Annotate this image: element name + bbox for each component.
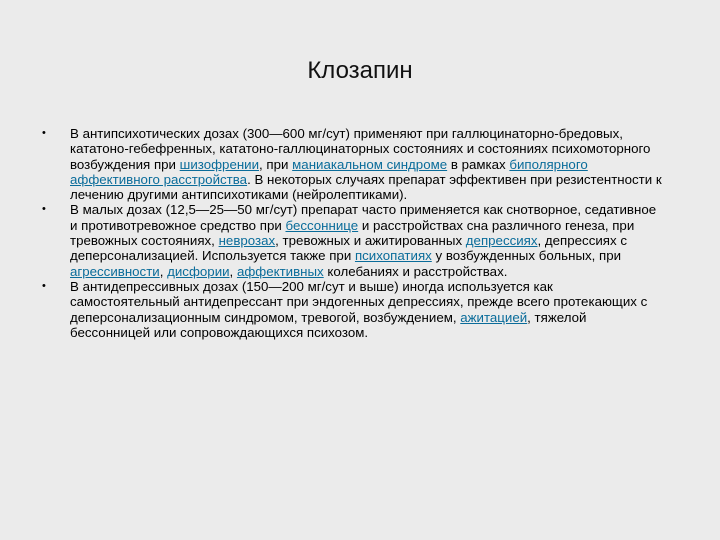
bullet-list [42, 126, 662, 340]
bullet-icon: • [42, 279, 46, 292]
text-segment: и расстройствах сна различного генеза, при тревожных состояниях, [70, 217, 635, 249]
bullet-item [42, 279, 662, 340]
text-segment: . В некоторых случаях препарат эффективен при резистентности к лечению другими антипсихотиками (нейролептиками). [70, 171, 662, 203]
text-link[interactable]: шизофрении [179, 156, 260, 172]
text-segment: , тяжелой бессонницей или сопровождающихся психозом. [70, 309, 587, 340]
bullet-item [42, 126, 662, 202]
text-link[interactable]: дисфории [167, 263, 230, 279]
text-link[interactable]: психопатиях [354, 248, 432, 264]
bullet-text [70, 202, 656, 278]
text-segment: В антипсихотических дозах (300—600 мг/сут) применяют при галлюцинаторно-бредовых, кататоно-гебефренных, кататоно-галлюцинаторных состояниях и состояниях психомоторного возбуждения при [70, 126, 651, 172]
text-link[interactable]: биполярного аффективного расстройства [70, 156, 588, 187]
text-link[interactable]: агрессивности [70, 263, 160, 279]
text-segment: , [159, 263, 168, 279]
bullet-icon: • [42, 203, 46, 216]
text-link[interactable]: неврозах [218, 233, 276, 249]
text-segment: , депрессиях с деперсонализацией. Используется также при [70, 233, 627, 264]
text-link[interactable]: аффективных [236, 263, 324, 279]
bullet-text [70, 279, 647, 340]
bullet-text [70, 126, 662, 202]
bullet-item [42, 202, 662, 278]
text-link[interactable]: бессоннице [285, 217, 359, 233]
text-link[interactable]: маниакальном синдроме [292, 156, 448, 172]
text-segment: в рамках [447, 156, 510, 172]
bullet-icon: • [42, 127, 46, 139]
text-segment: колебаниях и расстройствах. [323, 263, 508, 279]
text-link[interactable]: ажитацией [460, 309, 528, 325]
text-segment: , тревожных и ажитированных [275, 233, 466, 249]
text-segment: В антидепрессивных дозах (150—200 мг/сут и выше) иногда используется как самостоятельный антидепрессант при эндогенных депрессиях, прежде всего протекающих с деперсонализационным синдромом, тревогой, возбуждением, [70, 278, 648, 325]
slide-title: Клозапин [307, 57, 413, 84]
text-segment: , [229, 263, 237, 279]
text-segment: у возбужденных больных, при [431, 248, 622, 264]
text-segment: , при [259, 156, 293, 172]
text-segment: В малых дозах (12,5—25—50 мг/сут) препарат часто применяется как снотворное, седативное и противотревожное средство при [70, 202, 657, 233]
text-link[interactable]: депрессиях [465, 233, 538, 249]
